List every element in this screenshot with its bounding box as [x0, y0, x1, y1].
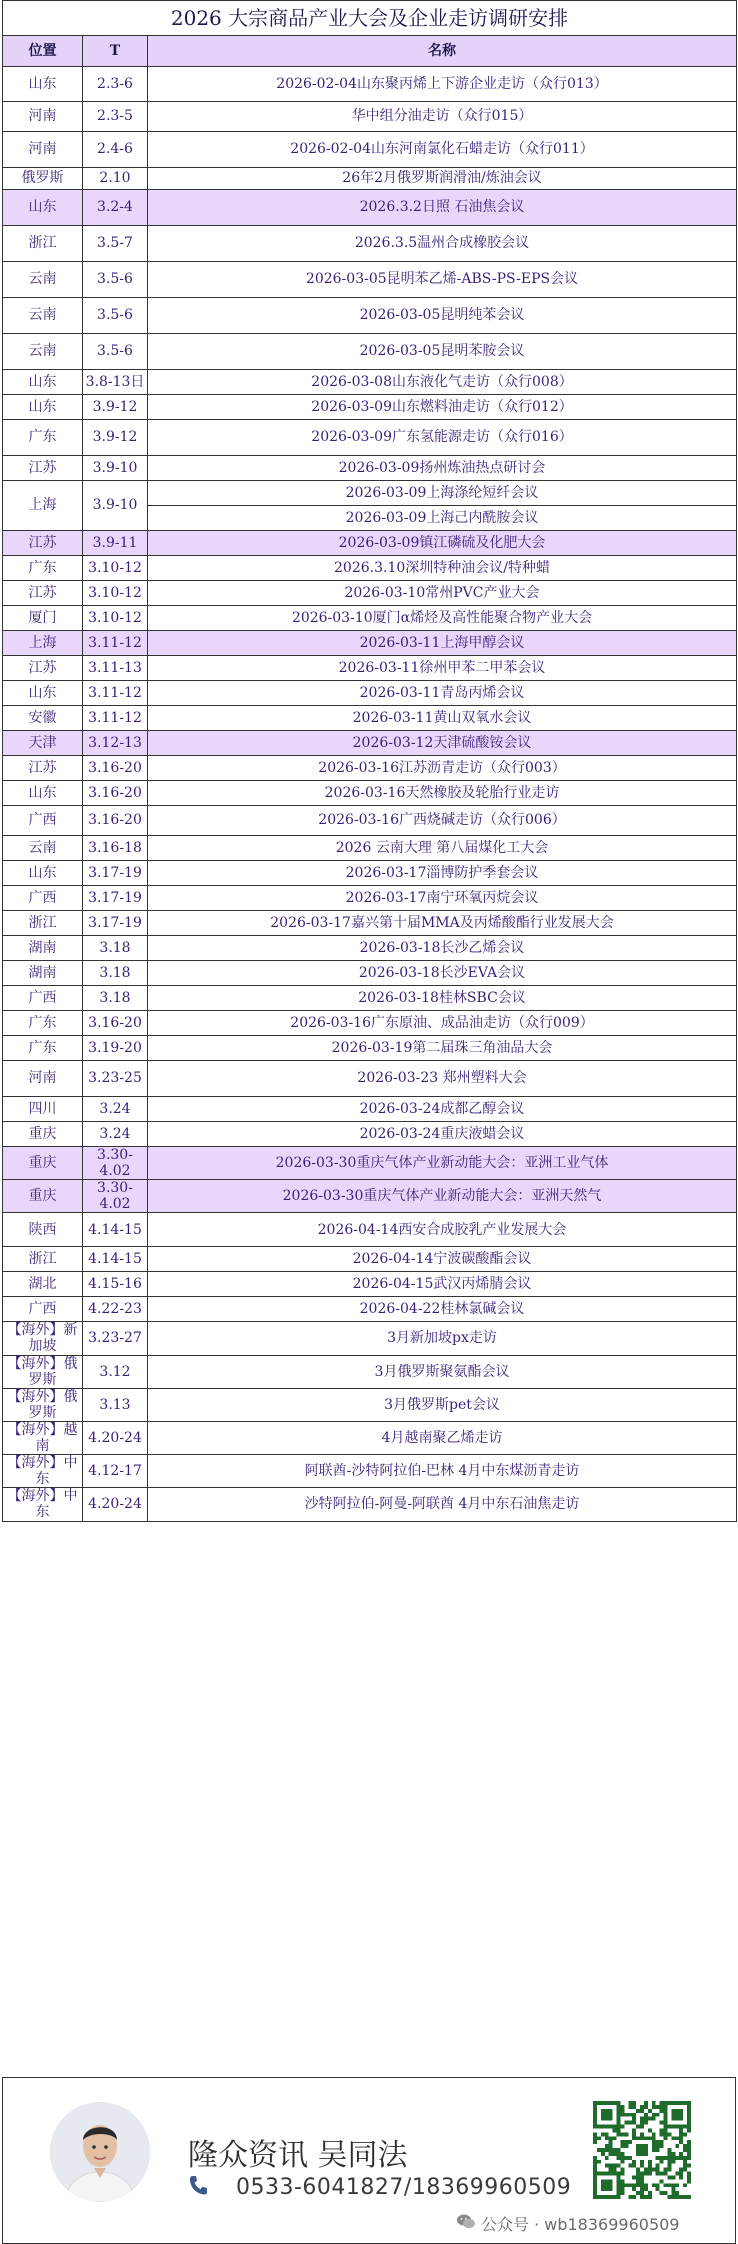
- cell-location: 山东: [3, 370, 83, 395]
- contact-footer: [2, 2077, 736, 2244]
- cell-location: 湖南: [3, 961, 83, 986]
- cell-location: 厦门: [3, 606, 83, 631]
- cell-event-name: 26年2月俄罗斯润滑油/炼油会议: [148, 168, 737, 190]
- cell-event-name: 2026-03-19第二届珠三角油品大会: [148, 1036, 737, 1061]
- cell-location: 浙江: [3, 226, 83, 262]
- table-row: [3, 556, 737, 581]
- cell-location: 浙江: [3, 911, 83, 936]
- cell-event-name: 2026-04-15武汉丙烯腈会议: [148, 1272, 737, 1297]
- cell-time: 2.3-5: [83, 102, 148, 132]
- cell-time: 3.17-19: [83, 911, 148, 936]
- cell-time: 3.10-12: [83, 556, 148, 581]
- cell-location: 【海外】越南: [3, 1421, 83, 1454]
- cell-location: 云南: [3, 836, 83, 861]
- cell-location: 广西: [3, 986, 83, 1011]
- cell-time: 3.9-12: [83, 420, 148, 456]
- table-row: [3, 1097, 737, 1122]
- cell-location: 云南: [3, 334, 83, 370]
- cell-time: 3.5-6: [83, 334, 148, 370]
- table-row: [3, 1122, 737, 1147]
- table-row: [3, 836, 737, 861]
- cell-time: 3.9-12: [83, 395, 148, 420]
- cell-time: 3.18: [83, 936, 148, 961]
- cell-event-name: 2026-03-18长沙乙烯会议: [148, 936, 737, 961]
- table-row: [3, 911, 737, 936]
- cell-location: 湖南: [3, 936, 83, 961]
- wechat-account-watermark: 公众号 · wb18369960509: [481, 2215, 680, 2234]
- cell-location: 云南: [3, 262, 83, 298]
- cell-location: 陕西: [3, 1213, 83, 1247]
- cell-time: 3.30-4.02: [83, 1147, 148, 1180]
- cell-time: 3.11-12: [83, 681, 148, 706]
- cell-location: 广西: [3, 806, 83, 836]
- cell-event-name: 3月俄罗斯pet会议: [148, 1388, 737, 1421]
- cell-time: 4.12-17: [83, 1455, 148, 1488]
- cell-event-name: 2026-03-30重庆气体产业新动能大会：亚洲天然气: [148, 1180, 737, 1213]
- cell-time: 4.22-23: [83, 1297, 148, 1322]
- cell-location: 江苏: [3, 756, 83, 781]
- table-row: [3, 132, 737, 168]
- table-row: [3, 731, 737, 756]
- schedule-table: [2, 0, 737, 1522]
- table-row: [3, 806, 737, 836]
- cell-time: 3.16-20: [83, 806, 148, 836]
- cell-event-name: 2026-03-10厦门α烯烃及高性能聚合物产业大会: [148, 606, 737, 631]
- cell-location: 江苏: [3, 656, 83, 681]
- cell-event-name: 2026-03-18桂林SBC会议: [148, 986, 737, 1011]
- table-header-row: [3, 36, 737, 67]
- cell-event-name: 2026-03-16江苏沥青走访（众行003）: [148, 756, 737, 781]
- cell-location: 江苏: [3, 581, 83, 606]
- table-row: [3, 1355, 737, 1388]
- table-row: [3, 1455, 737, 1488]
- cell-event-name: 2026-04-14西安合成胶乳产业发展大会: [148, 1213, 737, 1247]
- cell-event-name: 2026-03-11青岛丙烯会议: [148, 681, 737, 706]
- cell-time: 2.3-6: [83, 67, 148, 102]
- cell-location: 山东: [3, 67, 83, 102]
- cell-location: 广东: [3, 1011, 83, 1036]
- cell-time: 2.4-6: [83, 132, 148, 168]
- cell-time: 3.24: [83, 1122, 148, 1147]
- cell-event-name: 2026-03-11黄山双氧水会议: [148, 706, 737, 731]
- cell-location: 江苏: [3, 456, 83, 481]
- cell-location: 广东: [3, 1036, 83, 1061]
- cell-location: 河南: [3, 102, 83, 132]
- cell-event-name: 2026-03-12天津硫酸铵会议: [148, 731, 737, 756]
- cell-event-name: 2026-03-09上海己内酰胺会议: [148, 506, 737, 531]
- table-row: [3, 67, 737, 102]
- table-row: [3, 1180, 737, 1213]
- cell-event-name: 2026-03-08山东液化气走访（众行008）: [148, 370, 737, 395]
- page-title: 2026 大宗商品产业大会及企业走访调研安排: [3, 1, 737, 36]
- cell-location: 重庆: [3, 1147, 83, 1180]
- table-row: [3, 1036, 737, 1061]
- cell-event-name: 华中组分油走访（众行015）: [148, 102, 737, 132]
- cell-time: 3.2-4: [83, 190, 148, 226]
- cell-time: 3.8-13日: [83, 370, 148, 395]
- cell-event-name: 2026-03-11上海甲醇会议: [148, 631, 737, 656]
- cell-location: 山东: [3, 781, 83, 806]
- cell-location: 上海: [3, 481, 83, 531]
- cell-location: 河南: [3, 1061, 83, 1097]
- contact-phone: 0533-6041827/18369960509: [236, 2175, 572, 2200]
- table-row: [3, 226, 737, 262]
- table-row: [3, 756, 737, 781]
- cell-event-name: 2026-03-17南宁环氧丙烷会议: [148, 886, 737, 911]
- phone-icon: [188, 2174, 208, 2196]
- table-row: [3, 886, 737, 911]
- cell-location: 安徽: [3, 706, 83, 731]
- cell-event-name: 2026-03-05昆明纯苯会议: [148, 298, 737, 334]
- cell-event-name: 2026-03-11徐州甲苯二甲苯会议: [148, 656, 737, 681]
- cell-event-name: 2026.3.10深圳特种油会议/特种蜡: [148, 556, 737, 581]
- cell-location: 【海外】中东: [3, 1455, 83, 1488]
- cell-location: 重庆: [3, 1180, 83, 1213]
- cell-time: 3.24: [83, 1097, 148, 1122]
- cell-time: 3.11-12: [83, 706, 148, 731]
- cell-location: 上海: [3, 631, 83, 656]
- cell-event-name: 2026 云南大理 第八届煤化工大会: [148, 836, 737, 861]
- table-row: [3, 706, 737, 731]
- cell-time: 3.17-19: [83, 861, 148, 886]
- cell-event-name: 2026-04-14宁波碳酸酯会议: [148, 1247, 737, 1272]
- cell-time: 3.30-4.02: [83, 1180, 148, 1213]
- column-header-name: 名称: [148, 36, 737, 67]
- cell-time: 3.18: [83, 986, 148, 1011]
- cell-location: 山东: [3, 395, 83, 420]
- table-row: [3, 986, 737, 1011]
- cell-event-name: 2026-03-24重庆液蜡会议: [148, 1122, 737, 1147]
- table-row: [3, 190, 737, 226]
- table-row: [3, 581, 737, 606]
- cell-event-name: 2026-02-04山东聚丙烯上下游企业走访（众行013）: [148, 67, 737, 102]
- table-row: [3, 395, 737, 420]
- cell-time: 3.11-12: [83, 631, 148, 656]
- cell-location: 浙江: [3, 1247, 83, 1272]
- table-row: [3, 481, 737, 506]
- table-row: [3, 1388, 737, 1421]
- cell-time: 3.10-12: [83, 581, 148, 606]
- cell-time: 3.19-20: [83, 1036, 148, 1061]
- cell-time: 3.17-19: [83, 886, 148, 911]
- table-row: [3, 334, 737, 370]
- cell-time: 3.23-27: [83, 1322, 148, 1355]
- cell-event-name: 2026-03-30重庆气体产业新动能大会：亚洲工业气体: [148, 1147, 737, 1180]
- cell-event-name: 2026-03-16广西烧碱走访（众行006）: [148, 806, 737, 836]
- table-row: [3, 102, 737, 132]
- cell-event-name: 2026-03-17嘉兴第十届MMA及丙烯酸酯行业发展大会: [148, 911, 737, 936]
- cell-time: 3.9-10: [83, 481, 148, 531]
- cell-location: 江苏: [3, 531, 83, 556]
- cell-event-name: 2026-03-24成都乙醇会议: [148, 1097, 737, 1122]
- cell-event-name: 2026-03-05昆明苯乙烯-ABS-PS-EPS会议: [148, 262, 737, 298]
- cell-time: 3.10-12: [83, 606, 148, 631]
- table-row: [3, 1061, 737, 1097]
- cell-event-name: 2026-03-09镇江磷硫及化肥大会: [148, 531, 737, 556]
- table-row: [3, 1488, 737, 1521]
- cell-event-name: 2026-03-09上海涤纶短纤会议: [148, 481, 737, 506]
- cell-location: 四川: [3, 1097, 83, 1122]
- cell-time: 3.16-20: [83, 756, 148, 781]
- cell-location: 山东: [3, 861, 83, 886]
- table-row: [3, 1213, 737, 1247]
- table-row: [3, 168, 737, 190]
- qr-code-icon: [593, 2101, 691, 2199]
- cell-event-name: 2026-03-09山东燃料油走访（众行012）: [148, 395, 737, 420]
- cell-event-name: 2026.3.2日照 石油焦会议: [148, 190, 737, 226]
- table-row: [3, 1272, 737, 1297]
- table-row: [3, 656, 737, 681]
- cell-event-name: 2026.3.5温州合成橡胶会议: [148, 226, 737, 262]
- cell-time: 3.12: [83, 1355, 148, 1388]
- column-header-time: T: [83, 36, 148, 67]
- cell-time: 3.12-13: [83, 731, 148, 756]
- table-row: [3, 631, 737, 656]
- cell-time: 3.5-6: [83, 262, 148, 298]
- cell-location: 【海外】俄罗斯: [3, 1355, 83, 1388]
- cell-location: 山东: [3, 681, 83, 706]
- cell-event-name: 2026-03-16广东原油、成品油走访（众行009）: [148, 1011, 737, 1036]
- table-row: [3, 1297, 737, 1322]
- cell-event-name: 阿联酋-沙特阿拉伯-巴林 4月中东煤沥青走访: [148, 1455, 737, 1488]
- cell-time: 4.14-15: [83, 1213, 148, 1247]
- cell-event-name: 2026-03-09广东氢能源走访（众行016）: [148, 420, 737, 456]
- wechat-icon: [456, 2213, 476, 2230]
- cell-time: 3.13: [83, 1388, 148, 1421]
- cell-time: 3.23-25: [83, 1061, 148, 1097]
- table-row: [3, 262, 737, 298]
- table-row: [3, 531, 737, 556]
- cell-event-name: 2026-03-09扬州炼油热点研讨会: [148, 456, 737, 481]
- table-row: [3, 1147, 737, 1180]
- table-row: [3, 781, 737, 806]
- cell-time: 3.5-6: [83, 298, 148, 334]
- cell-time: 3.16-20: [83, 781, 148, 806]
- cell-time: 3.16-20: [83, 1011, 148, 1036]
- cell-event-name: 2026-03-18长沙EVA会议: [148, 961, 737, 986]
- table-row: [3, 606, 737, 631]
- cell-event-name: 2026-02-04山东河南氯化石蜡走访（众行011）: [148, 132, 737, 168]
- cell-time: 3.18: [83, 961, 148, 986]
- cell-time: 4.15-16: [83, 1272, 148, 1297]
- cell-time: 3.5-7: [83, 226, 148, 262]
- table-row: [3, 961, 737, 986]
- cell-event-name: 2026-03-10常州PVC产业大会: [148, 581, 737, 606]
- cell-event-name: 2026-03-17淄博防护季套会议: [148, 861, 737, 886]
- cell-location: 【海外】俄罗斯: [3, 1388, 83, 1421]
- cell-time: 4.20-24: [83, 1488, 148, 1521]
- cell-location: 山东: [3, 190, 83, 226]
- cell-event-name: 2026-04-22桂林氯碱会议: [148, 1297, 737, 1322]
- avatar-photo-icon: [50, 2102, 150, 2202]
- contact-name: 隆众资讯 吴同法: [188, 2138, 408, 2173]
- cell-event-name: 3月新加坡px走访: [148, 1322, 737, 1355]
- cell-location: 【海外】中东: [3, 1488, 83, 1521]
- cell-location: 天津: [3, 731, 83, 756]
- table-row: [3, 1247, 737, 1272]
- cell-event-name: 2026-03-16天然橡胶及轮胎行业走访: [148, 781, 737, 806]
- cell-location: 湖北: [3, 1272, 83, 1297]
- cell-time: 3.11-13: [83, 656, 148, 681]
- cell-location: 河南: [3, 132, 83, 168]
- cell-time: 2.10: [83, 168, 148, 190]
- cell-time: 3.16-18: [83, 836, 148, 861]
- table-row: [3, 681, 737, 706]
- cell-time: 3.9-10: [83, 456, 148, 481]
- cell-location: 【海外】新加坡: [3, 1322, 83, 1355]
- cell-location: 广东: [3, 420, 83, 456]
- cell-time: 3.9-11: [83, 531, 148, 556]
- cell-location: 云南: [3, 298, 83, 334]
- cell-location: 俄罗斯: [3, 168, 83, 190]
- cell-event-name: 2026-03-05昆明苯胺会议: [148, 334, 737, 370]
- table-row: [3, 1421, 737, 1454]
- cell-location: 广西: [3, 1297, 83, 1322]
- cell-event-name: 2026-03-23 郑州塑料大会: [148, 1061, 737, 1097]
- cell-event-name: 沙特阿拉伯-阿曼-阿联酋 4月中东石油焦走访: [148, 1488, 737, 1521]
- table-row: [3, 420, 737, 456]
- cell-location: 广东: [3, 556, 83, 581]
- table-row: [3, 370, 737, 395]
- cell-event-name: 4月越南聚乙烯走访: [148, 1421, 737, 1454]
- avatar: [50, 2102, 150, 2202]
- cell-time: 4.20-24: [83, 1421, 148, 1454]
- table-row: [3, 1322, 737, 1355]
- cell-event-name: 3月俄罗斯聚氨酯会议: [148, 1355, 737, 1388]
- cell-location: 广西: [3, 886, 83, 911]
- cell-time: 4.14-15: [83, 1247, 148, 1272]
- column-header-location: 位置: [3, 36, 83, 67]
- cell-location: 重庆: [3, 1122, 83, 1147]
- table-row: [3, 298, 737, 334]
- table-row: [3, 456, 737, 481]
- table-row: [3, 1011, 737, 1036]
- table-row: [3, 861, 737, 886]
- table-row: [3, 936, 737, 961]
